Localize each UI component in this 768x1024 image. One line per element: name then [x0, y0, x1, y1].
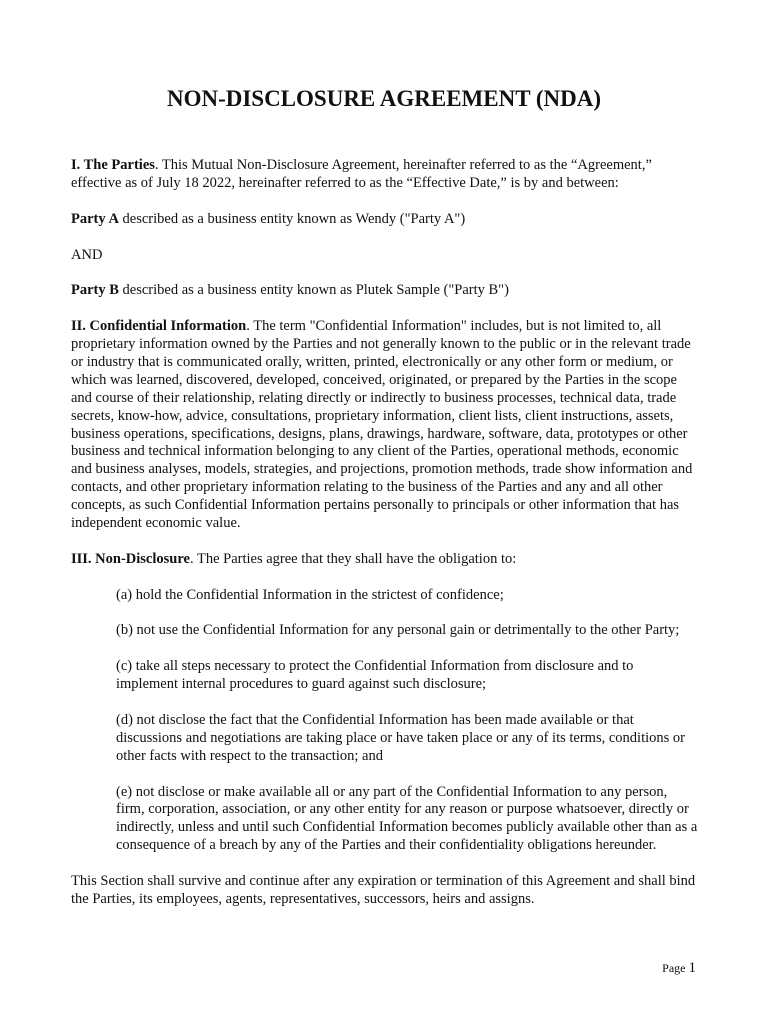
nondisclosure-heading: III. Non-Disclosure	[71, 550, 190, 567]
confidential-paragraph	[71, 318, 699, 533]
obligation-item-d: (d) not disclose the fact that the Confidential Information has been made available or that discussions and negotiations are taking place or have taken place or any of its terms, conditions or other facts with respect to the transaction; and	[116, 711, 685, 764]
obligation-item-c: (c) take all steps necessary to protect the Confidential Information from disclosure and to implement internal procedures to guard against such disclosure;	[116, 658, 634, 693]
party-a-label: Party A	[71, 210, 119, 227]
nondisclosure-text: . The Parties agree that they shall have the obligation to:	[189, 550, 517, 567]
party-b-paragraph	[71, 282, 699, 300]
party-b-text: described as a business entity known as Plutek Sample ("Party B")	[118, 282, 509, 299]
obligation-item-b: (b) not use the Confidential Information for any personal gain or detrimentally to the other Party;	[116, 622, 680, 639]
page-footer	[662, 960, 696, 977]
party-b-label: Party B	[71, 282, 119, 299]
document-title: NON-DISCLOSURE AGREEMENT (NDA)	[166, 86, 602, 111]
parties-heading: I. The Parties	[71, 157, 155, 173]
parties-text: . This Mutual Non-Disclosure Agreement, hereinafter referred to as the “Agreement,” effective as of July 18 2022, hereinafter referred to as the “Effective Date,” is by and between:	[71, 157, 652, 191]
page-number: 1	[688, 960, 696, 976]
nondisclosure-paragraph	[71, 551, 699, 569]
confidential-text: . The term "Confidential Information" includes, but is not limited to, all proprietary information owned by the Parties and not generally known to the public or in the relevant trade or industry that is communicated orally, written, printed, electronically or any other form or medium, or which was learned, discovered, developed, conceived, originated, or prepared by the Parties in the scope and course of their relationship, relating directly or indirectly to business processes, technical data, trade secrets, know-how, advice, consultations, proprietary information, client lists, client instructions, assets, business operations, specifications, designs, plans, drawings, hardware, software, data, prototypes or other business and technical information belonging to any client of the Parties, operational methods, economic and business analyses, models, strategies, and projections, promotion methods, trade show information and contacts, and other proprietary information relating to the business of the Parties and any and all other concepts, as such Confidential Information pertains personally to principals or other information that has independent economic value.	[71, 318, 693, 532]
document-body	[71, 157, 699, 927]
obligation-item-a: (a) hold the Confidential Information in the strictest of confidence;	[116, 586, 504, 603]
obligation-item-e: (e) not disclose or make available all or any part of the Confidential Information to any person, firm, corporation, association, or any other entity for any reason or purpose whatsoever, directly or indirectly, unless and until such Confidential Information becomes publicly available other than as a consequence of a breach by any of the Parties and their confidentiality obligations hereunder.	[116, 783, 698, 854]
page-label: Page	[662, 961, 686, 975]
survival-paragraph: This Section shall survive and continue after any expiration or termination of this Agreement and shall bind the Parties, its employees, agents, representatives, successors, heirs and assigns.	[71, 873, 696, 907]
party-a-paragraph	[71, 211, 699, 229]
and-line: AND	[71, 246, 103, 263]
confidential-heading: II. Confidential Information	[71, 318, 247, 335]
party-a-text: described as a business entity known as Wendy ("Party A")	[118, 210, 466, 227]
parties-paragraph	[71, 157, 699, 193]
